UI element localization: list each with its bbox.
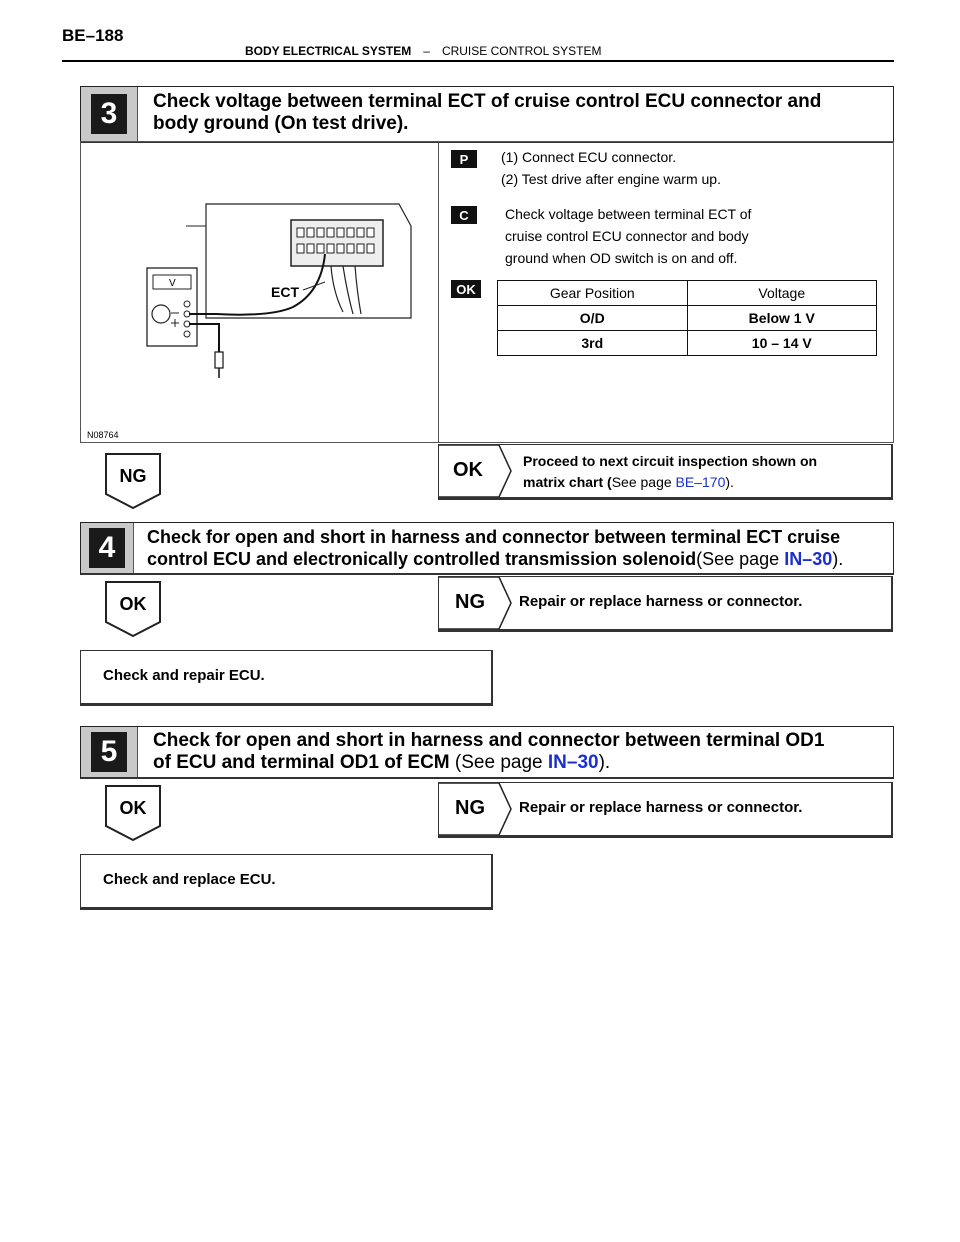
step4-title (147, 526, 893, 570)
step3-header (80, 86, 894, 143)
figure-code: N08764 (87, 430, 119, 440)
step3-figure-panel (80, 141, 439, 443)
ok-label: OK (453, 459, 483, 481)
step4-ok-badge (104, 580, 162, 643)
voltmeter-label: V (169, 278, 176, 289)
table-cell: O/D (498, 306, 688, 331)
step5-number-cell (81, 727, 138, 777)
step3-number-cell (81, 87, 138, 141)
step4-title-line2: control ECU and electronically controlled transmission solenoid(See page IN–30). (147, 549, 844, 569)
step4-number: 4 (89, 528, 125, 568)
step3-ok-result (438, 444, 893, 500)
prep-steps (501, 146, 881, 190)
result-text (523, 451, 883, 493)
step3-title (153, 91, 883, 135)
subsection-name: CRUISE CONTROL SYSTEM (441, 44, 602, 58)
prep-step-2: (2) Test drive after engine warm up. (501, 171, 721, 187)
voltage-table (497, 280, 877, 356)
step3-title-line1: Check voltage between terminal ECT of cruise control ECU connector and (153, 91, 822, 112)
result-line-2: matrix chart (See page BE–170). (523, 474, 734, 490)
step3-info-panel (438, 141, 894, 443)
page-link[interactable]: BE–170 (675, 474, 726, 490)
result-line-1: Proceed to next circuit inspection shown on (523, 453, 818, 469)
wiring-figure (81, 142, 439, 442)
ect-label: ECT (271, 284, 299, 300)
table-header: Voltage (687, 281, 877, 306)
ng-action: Repair or replace harness or connector. (519, 799, 803, 816)
check-line-3: ground when OD switch is on and off. (505, 250, 738, 266)
section-title (245, 44, 602, 58)
step4-ng-result (438, 576, 893, 632)
section-name: BODY ELECTRICAL SYSTEM (245, 44, 412, 58)
ng-action: Repair or replace harness or connector. (519, 593, 803, 610)
ok-label: OK (119, 798, 147, 818)
step5-number: 5 (91, 732, 127, 772)
step4-final-box (80, 650, 493, 706)
step3-title-line2: body ground (On test drive). (153, 113, 409, 134)
tag-ok: OK (451, 280, 481, 298)
header-rule (62, 60, 894, 62)
ng-label: NG (455, 797, 485, 819)
step5-final-box (80, 854, 493, 910)
table-cell: Below 1 V (687, 306, 877, 331)
table-header-row (498, 281, 877, 306)
tag-prep: P (451, 150, 477, 168)
step3-ng-badge (104, 452, 162, 515)
table-row (498, 306, 877, 331)
table-cell: 10 – 14 V (687, 331, 877, 356)
final-action: Check and repair ECU. (103, 667, 265, 684)
step5-title (153, 730, 883, 774)
ok-label: OK (119, 594, 147, 614)
step5-ng-result (438, 782, 893, 838)
step5-header (80, 726, 894, 779)
table-header: Gear Position (498, 281, 688, 306)
step4-number-cell (81, 523, 134, 573)
table-cell: 3rd (498, 331, 688, 356)
page-link[interactable]: IN–30 (784, 549, 833, 569)
step5-title-line1: Check for open and short in harness and connector between terminal OD1 (153, 730, 825, 751)
step4-header (80, 522, 894, 575)
check-line-2: cruise control ECU connector and body (505, 228, 749, 244)
section-separator: – (423, 44, 430, 58)
step5-title-line2: of ECU and terminal OD1 of ECM (See page IN–30). (153, 752, 611, 773)
prep-step-1: (1) Connect ECU connector. (501, 149, 677, 165)
ng-label: NG (119, 466, 147, 486)
tag-check: C (451, 206, 477, 224)
page-link[interactable]: IN–30 (547, 752, 599, 773)
ng-label: NG (455, 591, 485, 613)
step4-title-line1: Check for open and short in harness and connector between terminal ECT cruise (147, 527, 841, 547)
step5-ok-badge (104, 784, 162, 847)
step3-number: 3 (91, 94, 127, 134)
final-action: Check and replace ECU. (103, 871, 276, 888)
check-line-1: Check voltage between terminal ECT of (505, 206, 752, 222)
page-id: BE–188 (62, 26, 124, 45)
check-instructions (505, 203, 885, 269)
table-row (498, 331, 877, 356)
ecu-connector (291, 220, 383, 266)
